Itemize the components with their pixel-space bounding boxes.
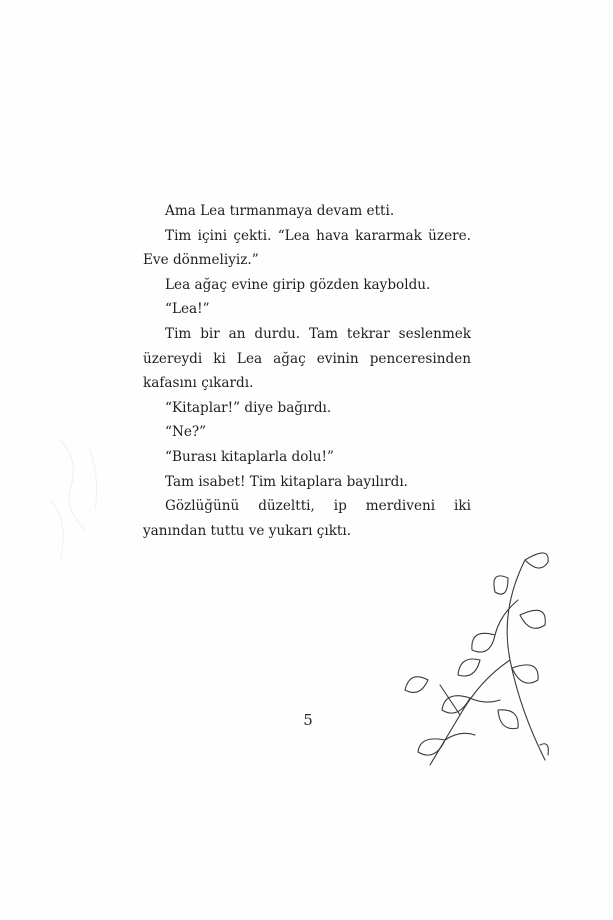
paragraph: “Ne?” xyxy=(165,424,207,441)
paragraph: “Lea!” xyxy=(165,301,210,318)
paragraph: “Burası kitaplarla dolu!” xyxy=(165,448,334,465)
paragraph: Gözlüğünü düzeltti, ip merdiveni iki yanından tuttu ve yukarı çıktı. xyxy=(143,498,471,539)
paragraph: Lea ağaç evine girip gözden kayboldu. xyxy=(165,276,431,293)
paragraph: “Kitaplar!” diye bağırdı. xyxy=(165,399,332,416)
paragraph: Tim içini çekti. “Lea hava kararmak üzere. Eve dönmeliyiz.” xyxy=(143,227,471,269)
paragraph: Tim bir an durdu. Tam tekrar seslenmek üzereydi ki Lea ağaç evinin penceresinden kafasını çıkardı. xyxy=(143,325,471,392)
paragraph: Tam isabet! Tim kitaplara bayılırdı. xyxy=(165,473,409,490)
faint-sketch-icon xyxy=(40,420,150,580)
page-number: 5 xyxy=(303,711,313,729)
paragraph: Ama Lea tırmanmaya devam etti. xyxy=(165,203,395,219)
body-text xyxy=(143,199,471,543)
leafy-vine-icon xyxy=(400,540,550,770)
